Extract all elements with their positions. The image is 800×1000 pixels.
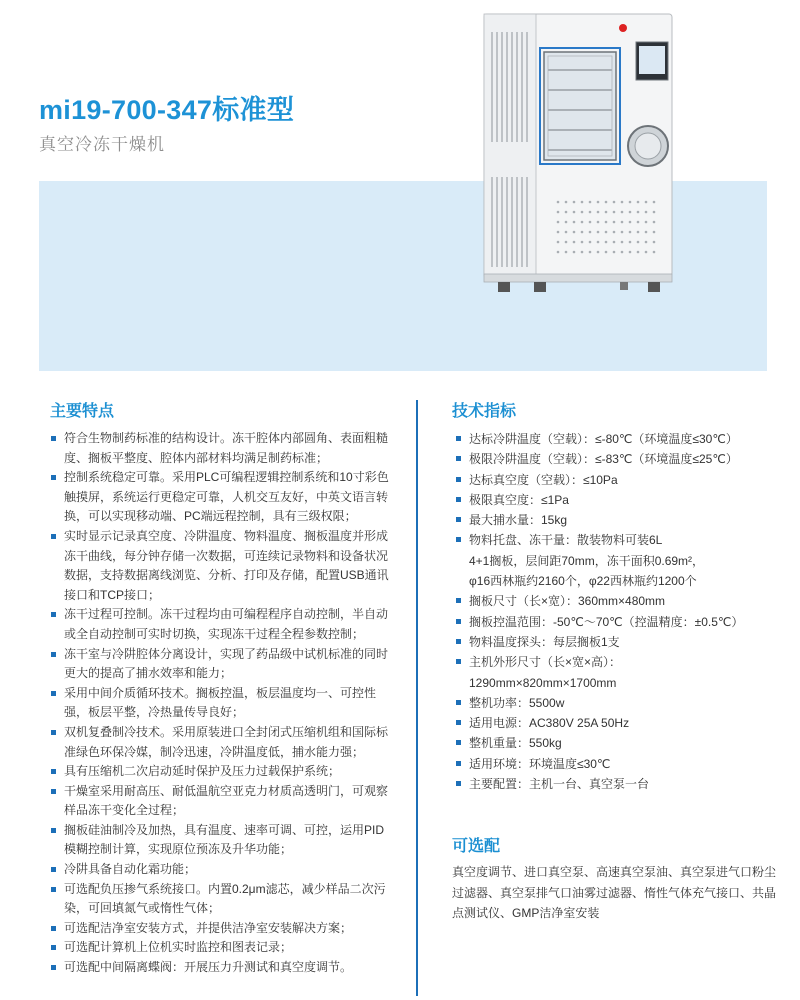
- bullet-icon: [51, 769, 56, 774]
- feature-text: 冻干室与冷阱腔体分离设计，实现了药品级中试机标准的同时更大的提高了捕水效率和能力；: [64, 646, 389, 681]
- bullet-icon: [456, 517, 461, 522]
- spec-text: 搁板尺寸（长×宽）：360mm×480mm: [469, 594, 666, 609]
- spec-item: [455, 632, 775, 652]
- bullet-icon: [456, 537, 461, 542]
- feature-item: [50, 880, 390, 919]
- feature-text: 采用中间介质循环技术。搁板控温，板层温度均一、可控性强，板层平整，冷热量传导良好；: [64, 685, 377, 720]
- bullet-icon: [456, 781, 461, 786]
- spec-text: 整机重量：550kg: [469, 736, 562, 751]
- features-list: [50, 429, 390, 978]
- specs-title: 技术指标: [452, 403, 517, 420]
- spec-text: φ16西林瓶约2160个，φ22西林瓶约1200个: [469, 574, 697, 589]
- bullet-icon: [456, 720, 461, 725]
- bullet-icon: [51, 926, 56, 931]
- spec-text: 适用电源：AC380V 25A 50Hz: [469, 716, 630, 731]
- bullet-icon: [456, 761, 461, 766]
- bullet-icon: [51, 965, 56, 970]
- spec-item: [455, 713, 775, 733]
- feature-text: 控制系统稳定可靠。采用PLC可编程逻辑控制系统和10寸彩色触摸屏，系统运行更稳定可靠，人机交互友好，中英文语言转换，可以实现移动端、PC端远程控制，具有三级权限；: [64, 470, 389, 524]
- spec-text: 1290mm×820mm×1700mm: [469, 675, 617, 690]
- bullet-icon: [456, 700, 461, 705]
- spec-text: 适用环境：环境温度≤30℃: [469, 756, 611, 771]
- bullet-icon: [456, 740, 461, 745]
- feature-text: 符合生物制药标准的结构设计。冻干腔体内部圆角、表面粗糙度、搁板平整度、腔体内部材料均满足制药标准；: [64, 431, 389, 465]
- bullet-icon: [456, 497, 461, 502]
- spec-item-continuation: [455, 551, 775, 571]
- page-subtitle: 真空冷冻干燥机: [39, 135, 165, 154]
- spec-text: 达标真空度（空载）：≤10Pa: [469, 472, 618, 487]
- feature-item: [50, 958, 390, 978]
- bullet-icon: [51, 867, 56, 872]
- page-title: [39, 88, 294, 127]
- bullet-icon: [51, 475, 56, 480]
- spec-item: [455, 733, 775, 753]
- feature-text: 干燥室采用耐高压、耐低温航空亚克力材质高透明门，可观察样品冻干变化全过程；: [64, 783, 389, 818]
- spec-item: [455, 470, 775, 490]
- spec-item: [455, 490, 775, 510]
- feature-item: [50, 468, 390, 527]
- spec-item: [455, 591, 775, 611]
- feature-text: 冷阱具备自动化霜功能；: [64, 862, 197, 877]
- optional-title: 可选配: [452, 838, 501, 855]
- column-divider: [416, 400, 418, 996]
- spec-item: [455, 652, 775, 672]
- specs-list: [455, 429, 775, 794]
- bullet-icon: [51, 534, 56, 539]
- bullet-icon: [456, 639, 461, 644]
- bullet-icon: [456, 477, 461, 482]
- feature-item: [50, 684, 390, 723]
- feature-item: [50, 821, 390, 860]
- bullet-icon: [456, 456, 461, 461]
- spec-item: [455, 510, 775, 530]
- bullet-icon: [51, 436, 56, 441]
- features-title: 主要特点: [50, 403, 115, 420]
- feature-item: [50, 860, 390, 880]
- bullet-icon: [51, 730, 56, 735]
- bullet-icon: [51, 691, 56, 696]
- spec-item: [455, 754, 775, 774]
- spec-text: 极限冷阱温度（空载）：≤-83℃（环境温度≤25℃）: [469, 452, 738, 467]
- spec-item: [455, 774, 775, 794]
- spec-item: [455, 530, 775, 550]
- feature-item: [50, 782, 390, 821]
- bullet-icon: [456, 598, 461, 603]
- spec-item-continuation: [455, 673, 775, 693]
- feature-item: [50, 605, 390, 644]
- feature-item: [50, 762, 390, 782]
- spec-item: [455, 429, 775, 449]
- spec-text: 物料温度探头：每层搁板1支: [469, 634, 620, 649]
- optional-text: 真空度调节、进口真空泵、高速真空泵油、真空泵进气口粉尘过滤器、真空泵排气口油雾过滤器、惰性气体充气接口、共晶点测试仪、GMP洁净室安装: [452, 865, 777, 920]
- feature-item: [50, 429, 390, 468]
- feature-text: 可选配计算机上位机实时监控和图表记录；: [64, 940, 293, 955]
- model-type: 标准型: [212, 95, 295, 125]
- spec-item: [455, 612, 775, 632]
- spec-text: 主要配置：主机一台、真空泵一台: [469, 777, 650, 792]
- feature-item: [50, 938, 390, 958]
- feature-text: 双机复叠制冷技术。采用原装进口全封闭式压缩机组和国际标准绿色环保冷媒，制冷迅速，冷阱温度低，捕水能力强；: [64, 724, 389, 759]
- bullet-icon: [51, 945, 56, 950]
- bullet-icon: [456, 436, 461, 441]
- feature-item: [50, 645, 390, 684]
- spec-text: 最大捕水量：15kg: [469, 513, 568, 528]
- freeze-dryer-image: [478, 12, 678, 302]
- bullet-icon: [51, 887, 56, 892]
- feature-item: [50, 919, 390, 939]
- feature-text: 冻干过程可控制。冻干过程均由可编程程序自动控制，半自动或全自动控制可实时切换，实现冻干过程全程参数控制；: [64, 607, 389, 641]
- model-number: mi19-700-347: [39, 95, 213, 125]
- bullet-icon: [51, 652, 56, 657]
- spec-text: 物料托盘、冻干量：散装物料可装6L: [469, 533, 663, 548]
- spec-text: 极限真空度：≤1Pa: [469, 492, 569, 507]
- spec-item: [455, 693, 775, 713]
- bullet-icon: [51, 789, 56, 794]
- feature-text: 实时显示记录真空度、冷阱温度、物料温度、搁板温度并形成冻干曲线，每分钟存储一次数据，可连续记录物料和设备状况数据，支持数据离线浏览、分析、打印及存储，配置USB通讯接口和TCP接口；: [64, 528, 389, 602]
- feature-text: 可选配中间隔离蝶阀：开展压力升测试和真空度调节。: [64, 960, 353, 975]
- spec-text: 主机外形尺寸（长×宽×高）：: [469, 655, 622, 670]
- spec-item: [455, 449, 775, 469]
- bullet-icon: [456, 659, 461, 664]
- bullet-icon: [51, 828, 56, 833]
- spec-text: 搁板控温范围：-50℃～70℃（控温精度：±0.5℃）: [469, 614, 744, 629]
- bullet-icon: [456, 619, 461, 624]
- feature-item: [50, 723, 390, 762]
- spec-text: 4+1搁板，层间距70mm，冻干面积0.69m²，: [469, 553, 705, 568]
- bullet-icon: [51, 612, 56, 617]
- spec-item-continuation: [455, 571, 775, 591]
- feature-text: 搁板硅油制冷及加热，具有温度、速率可调、可控，运用PID模糊控制计算，实现原位预冻及升华功能；: [64, 822, 385, 857]
- feature-text: 可选配洁净室安装方式，并提供洁净室安装解决方案；: [64, 920, 353, 935]
- spec-text: 整机功率：5500w: [469, 695, 565, 710]
- feature-text: 具有压缩机二次启动延时保护及压力过载保护系统；: [64, 764, 341, 779]
- feature-text: 可选配负压掺气系统接口。内置0.2μm滤芯，减少样品二次污染，可回填氮气或惰性气体；: [64, 881, 386, 916]
- spec-text: 达标冷阱温度（空载）：≤-80℃（环境温度≤30℃）: [469, 432, 738, 446]
- feature-item: [50, 527, 390, 605]
